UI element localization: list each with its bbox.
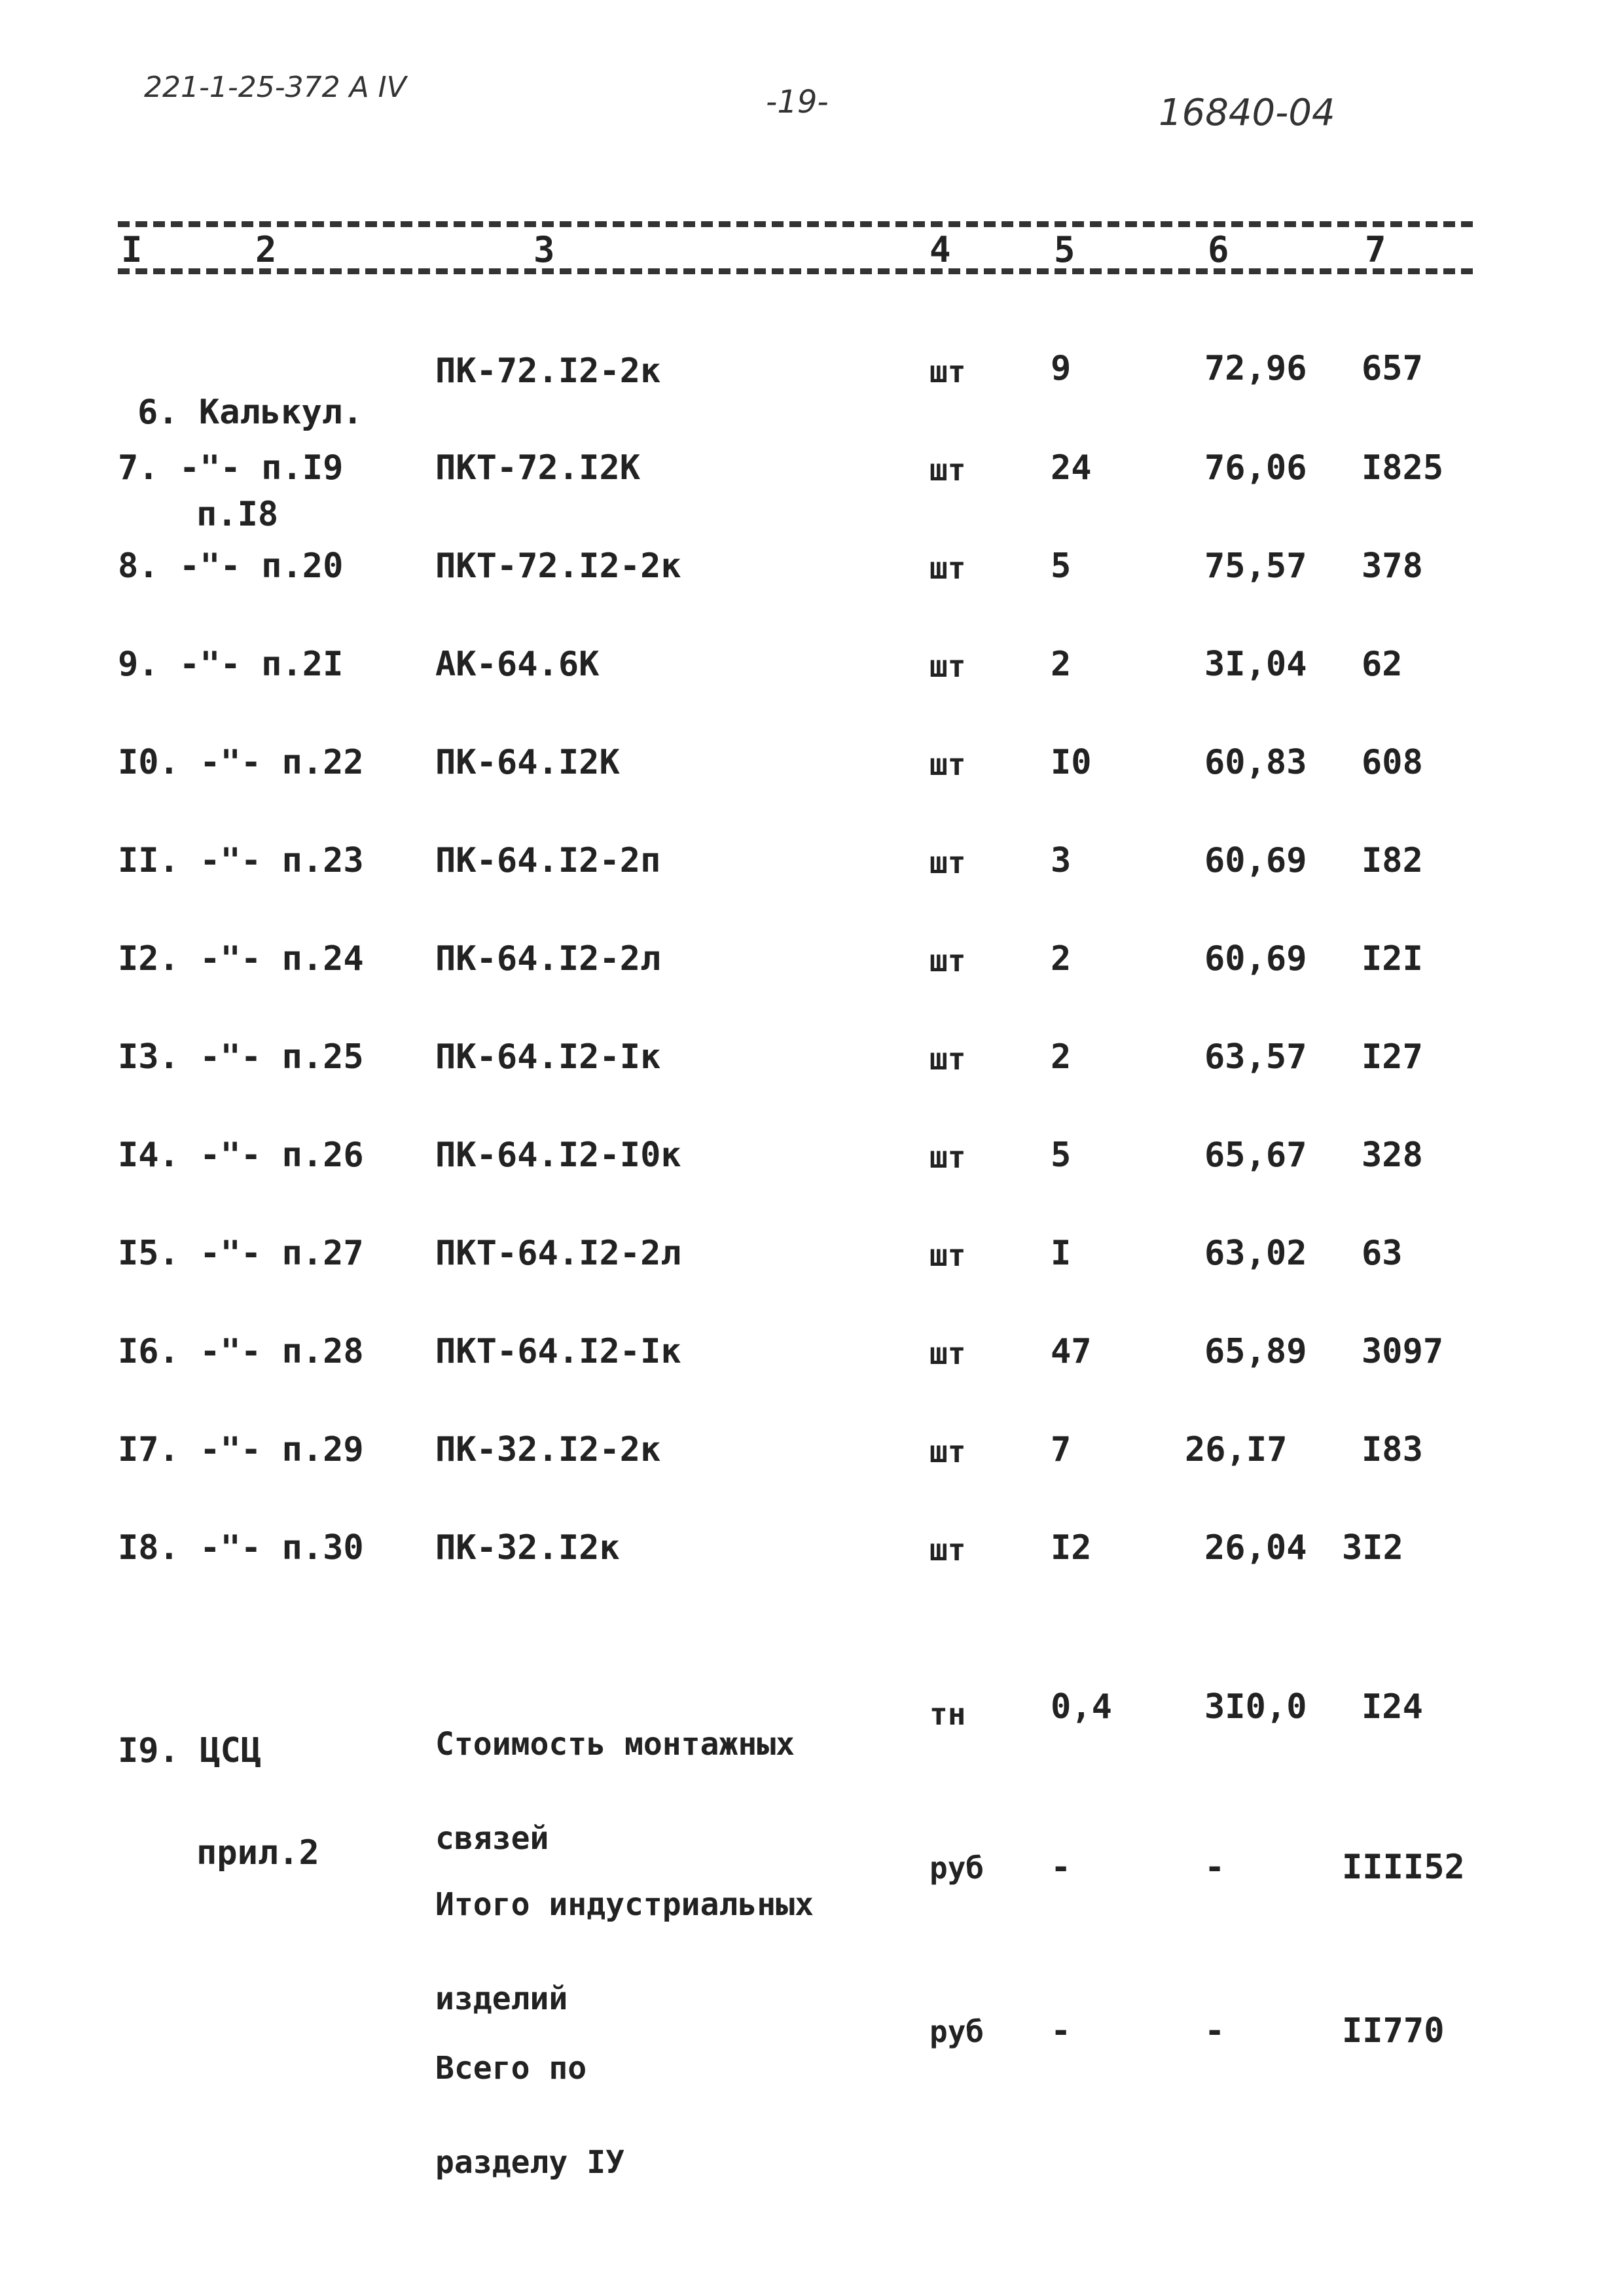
- column-header-2: 2: [255, 229, 277, 270]
- page-number: -19-: [766, 84, 829, 120]
- column-header-3: 3: [533, 229, 555, 270]
- item-ref: I0. -"- п.22: [118, 743, 364, 782]
- item-name: ПК-32.I2к: [435, 1528, 620, 1568]
- item-qty: 2: [1051, 645, 1072, 684]
- item-ref: I6. -"- п.28: [118, 1332, 364, 1371]
- item-ref: 9. -"- п.2I: [118, 645, 344, 684]
- item-unit: шт: [929, 845, 966, 880]
- total-industrial-qty: -: [1051, 1848, 1072, 1887]
- item-price: 63,57: [1204, 1037, 1307, 1077]
- item-unit: шт: [929, 747, 966, 782]
- item-price: 65,89: [1204, 1332, 1307, 1371]
- item-qty: 5: [1051, 547, 1072, 586]
- item-name: ПК-72.I2-2к: [435, 351, 661, 391]
- item-sum: 378: [1362, 547, 1423, 586]
- total-section-row: [0, 1990, 1624, 2181]
- item-ref: 7. -"- п.I9: [118, 448, 344, 488]
- item-unit: шт: [929, 1532, 966, 1568]
- item-sum: I83: [1362, 1430, 1423, 1469]
- item-sum: 3I2: [1342, 1528, 1403, 1568]
- total-section-label: Всего по разделу IУ: [435, 2050, 624, 2181]
- column-header-5: 5: [1054, 229, 1075, 270]
- table-row: [0, 647, 1624, 738]
- item-qty: I2: [1051, 1528, 1092, 1568]
- item-sum: 62: [1362, 645, 1403, 684]
- total-section-unit: руб: [929, 2014, 984, 2049]
- item-qty: 2: [1051, 939, 1072, 978]
- item-qty: 9: [1051, 349, 1072, 388]
- column-header-1: I: [121, 229, 143, 270]
- item-name: ПК-64.I2К: [435, 743, 620, 782]
- item-ref: 6. Калькул. п.I8: [137, 393, 363, 534]
- item-sum: I82: [1362, 841, 1423, 880]
- item-ref: I7. -"- п.29: [118, 1430, 364, 1469]
- item-sum: I2I: [1362, 939, 1423, 978]
- item-name: ПКТ-64.I2-2л: [435, 1234, 681, 1273]
- item-price: 63,02: [1204, 1234, 1307, 1273]
- item-ref: I9. ЦСЦ прил.2: [118, 1731, 319, 1873]
- item-unit: шт: [929, 1238, 966, 1273]
- item-unit: шт: [929, 354, 966, 389]
- item-price: 76,06: [1204, 448, 1307, 488]
- header-rule-top: [118, 221, 1473, 227]
- item-price: 65,67: [1204, 1136, 1307, 1175]
- column-header-4: 4: [929, 229, 951, 270]
- item-unit: шт: [929, 1434, 966, 1469]
- item-unit: тн: [929, 1696, 966, 1732]
- table-row: [0, 548, 1624, 640]
- total-industrial-row: [0, 1826, 1624, 2017]
- item-sum: 608: [1362, 743, 1423, 782]
- item-ref: II. -"- п.23: [118, 841, 364, 880]
- table-row: [0, 1138, 1624, 1229]
- item-sum: 328: [1362, 1136, 1423, 1175]
- total-industrial-sum: IIII52: [1342, 1848, 1465, 1887]
- item-unit: шт: [929, 1336, 966, 1371]
- item-unit: шт: [929, 452, 966, 488]
- item-qty: I: [1051, 1234, 1072, 1273]
- item-unit: шт: [929, 1139, 966, 1175]
- item-qty: 2: [1051, 1037, 1072, 1077]
- item-price: 60,69: [1204, 841, 1307, 880]
- table-row: [0, 1236, 1624, 1327]
- item-name: ПКТ-72.I2К: [435, 448, 641, 488]
- column-header-6: 6: [1208, 229, 1229, 270]
- item-name: ПК-64.I2-I0к: [435, 1136, 681, 1175]
- item-qty: 47: [1051, 1332, 1092, 1371]
- item-ref: I8. -"- п.30: [118, 1528, 364, 1568]
- header-rule-bottom: [118, 268, 1473, 274]
- item-ref: I3. -"- п.25: [118, 1037, 364, 1077]
- item-name: ПК-64.I2-2п: [435, 841, 661, 880]
- item-qty: 24: [1051, 448, 1092, 488]
- item-ref: 8. -"- п.20: [118, 547, 344, 586]
- item-price: 3I,04: [1204, 645, 1307, 684]
- total-section-qty: -: [1051, 2011, 1072, 2051]
- item-qty: I0: [1051, 743, 1092, 782]
- item-name: ПКТ-72.I2-2к: [435, 547, 681, 586]
- total-industrial-label: Итого индустриальных изделий: [435, 1886, 814, 2017]
- column-header-7: 7: [1365, 229, 1386, 270]
- item-sum: 657: [1362, 349, 1423, 388]
- table-row: [0, 1432, 1624, 1524]
- item-ref: I2. -"- п.24: [118, 939, 364, 978]
- item-price: 26,04: [1204, 1528, 1307, 1568]
- total-industrial-price: -: [1204, 1848, 1225, 1887]
- total-industrial-unit: руб: [929, 1850, 984, 1886]
- table-row: [0, 450, 1624, 542]
- item-price: 72,96: [1204, 349, 1307, 388]
- item-price: 75,57: [1204, 547, 1307, 586]
- item-qty: 7: [1051, 1430, 1072, 1469]
- document-code: 221-1-25-372 A IV: [144, 71, 406, 104]
- total-section-price: -: [1204, 2011, 1225, 2051]
- item-price: 60,83: [1204, 743, 1307, 782]
- item-name: ПК-32.I2-2к: [435, 1430, 661, 1469]
- item-unit: шт: [929, 943, 966, 978]
- item-price: 26,I7: [1185, 1430, 1288, 1469]
- item-name: АК-64.6К: [435, 645, 600, 684]
- item-unit: шт: [929, 550, 966, 586]
- item-qty: 5: [1051, 1136, 1072, 1175]
- table-row: [0, 1530, 1624, 1622]
- table-row: [0, 1334, 1624, 1426]
- total-section-sum: II770: [1342, 2011, 1445, 2051]
- item-name: ПК-64.I2-2л: [435, 939, 661, 978]
- item-sum: 3097: [1362, 1332, 1444, 1371]
- item-name: ПК-64.I2-Iк: [435, 1037, 661, 1077]
- item-name: Стоимость монтажных связей: [435, 1726, 795, 1857]
- item-unit: шт: [929, 1041, 966, 1077]
- item-qty: 3: [1051, 841, 1072, 880]
- item-unit: шт: [929, 649, 966, 684]
- item-sum: I825: [1362, 448, 1444, 488]
- item-sum: I24: [1362, 1687, 1423, 1727]
- sheet-id: 16840-04: [1159, 92, 1335, 134]
- table-row: [0, 745, 1624, 836]
- item-sum: 63: [1362, 1234, 1403, 1273]
- table-row: [0, 1039, 1624, 1131]
- item-sum: I27: [1362, 1037, 1423, 1077]
- item-ref: I4. -"- п.26: [118, 1136, 364, 1175]
- table-row: [0, 843, 1624, 935]
- item-name: ПКТ-64.I2-Iк: [435, 1332, 681, 1371]
- item-price: 60,69: [1204, 939, 1307, 978]
- item-ref: I5. -"- п.27: [118, 1234, 364, 1273]
- item-qty: 0,4: [1051, 1687, 1112, 1727]
- table-row: [0, 941, 1624, 1033]
- item-price: 3I0,0: [1204, 1687, 1307, 1727]
